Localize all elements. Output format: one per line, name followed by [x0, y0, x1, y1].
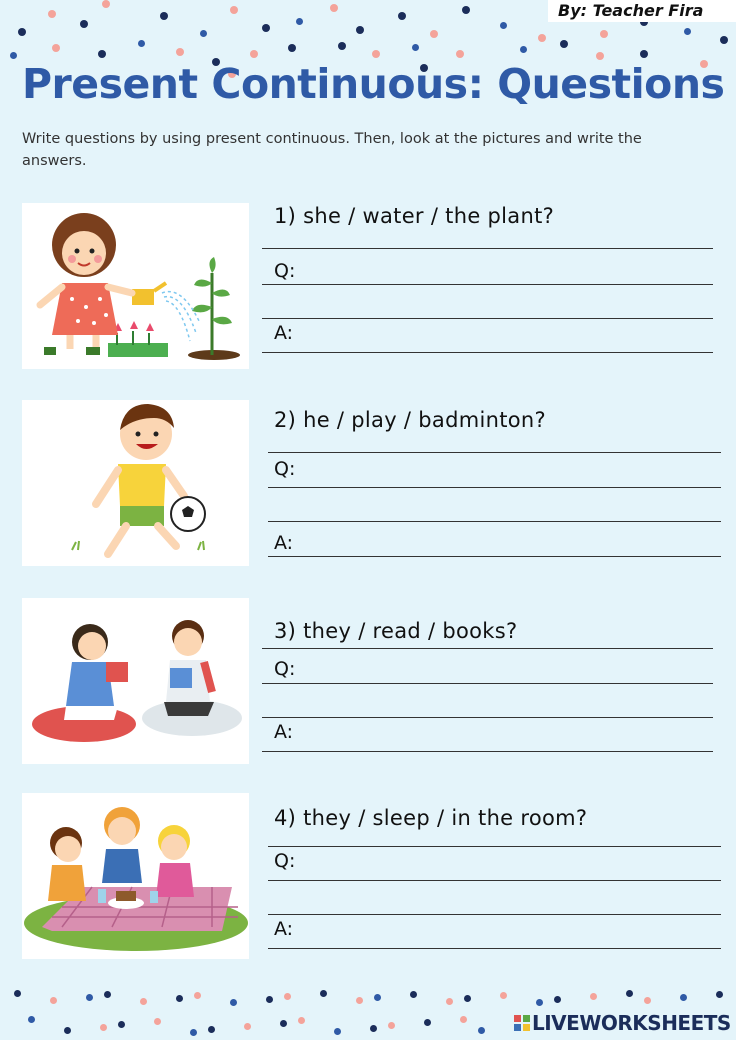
- decorative-dot: [230, 6, 238, 14]
- decorative-dot: [176, 995, 183, 1002]
- decorative-dot: [138, 40, 145, 47]
- decorative-dot: [194, 992, 201, 999]
- question-3-a-label: A:: [274, 721, 294, 743]
- question-3-prompt: 3) they / read / books?: [274, 619, 518, 643]
- decorative-dot: [160, 12, 168, 20]
- question-4-prompt: 4) they / sleep / in the room?: [274, 806, 588, 830]
- decorative-dot: [80, 20, 88, 28]
- decorative-dot: [330, 4, 338, 12]
- decorative-dot: [104, 991, 111, 998]
- decorative-dot: [680, 994, 687, 1001]
- decorative-dot: [600, 30, 608, 38]
- decorative-dot: [244, 1023, 251, 1030]
- image-children-reading: [22, 598, 249, 764]
- question-3-line-1: [262, 648, 713, 649]
- decorative-dot: [208, 1026, 215, 1033]
- decorative-dot: [460, 1016, 467, 1023]
- decorative-dot: [554, 996, 561, 1003]
- decorative-dot: [338, 42, 346, 50]
- decorative-dot: [50, 997, 57, 1004]
- question-3-q-label: Q:: [274, 658, 296, 680]
- question-4-a-label: A:: [274, 918, 294, 940]
- question-4-q-input[interactable]: [300, 850, 726, 876]
- image-children-picnic: [22, 793, 249, 959]
- decorative-dot: [374, 994, 381, 1001]
- question-3-q-input[interactable]: [300, 655, 718, 681]
- decorative-dot: [356, 26, 364, 34]
- decorative-dot: [410, 991, 417, 998]
- decorative-dot: [356, 997, 363, 1004]
- question-1-a-line: [262, 352, 713, 353]
- decorative-dot: [372, 50, 380, 58]
- instructions-text: Write questions by using present continuous. Then, look at the pictures and write the answers.: [22, 131, 642, 169]
- decorative-dot: [388, 1022, 395, 1029]
- decorative-dot: [590, 993, 597, 1000]
- decorative-dot: [250, 50, 258, 58]
- decorative-dot: [28, 1016, 35, 1023]
- decorative-dot: [412, 44, 419, 51]
- decorative-dot: [626, 990, 633, 997]
- question-1-a-label: A:: [274, 322, 294, 344]
- question-3-a-input[interactable]: [300, 721, 718, 747]
- question-2-a-line: [268, 556, 721, 557]
- question-2-line-1: [268, 452, 721, 453]
- question-3-line-3: [262, 717, 713, 718]
- decorative-dot: [296, 18, 303, 25]
- question-2-q-label: Q:: [274, 458, 296, 480]
- decorative-dot: [298, 1017, 305, 1024]
- decorative-dot: [398, 12, 406, 20]
- decorative-dot: [284, 993, 291, 1000]
- decorative-dot: [230, 999, 237, 1006]
- logo-text: LIVEWORKSHEETS: [532, 1011, 731, 1035]
- decorative-dot: [644, 997, 651, 1004]
- decorative-dot: [18, 28, 26, 36]
- question-1-q-line: [262, 284, 713, 285]
- decorative-dot: [262, 24, 270, 32]
- decorative-dot: [462, 6, 470, 14]
- decorative-dot: [14, 990, 21, 997]
- decorative-dot: [154, 1018, 161, 1025]
- question-4-line-1: [268, 846, 721, 847]
- decorative-dot: [370, 1025, 377, 1032]
- question-1-line-3: [262, 318, 713, 319]
- decorative-dot: [64, 1027, 71, 1034]
- question-4-line-3: [268, 914, 721, 915]
- decorative-dot: [596, 52, 604, 60]
- decorative-dot: [102, 0, 110, 8]
- author-credit: By: Teacher Fira: [548, 0, 736, 22]
- image-boy-kicking-ball: [22, 400, 249, 566]
- decorative-dot: [560, 40, 568, 48]
- question-3-q-line: [262, 683, 713, 684]
- decorative-dot: [456, 50, 464, 58]
- decorative-dot: [200, 30, 207, 37]
- question-1-a-input[interactable]: [300, 322, 718, 348]
- decorative-dot: [52, 44, 60, 52]
- decorative-dot: [98, 50, 106, 58]
- decorative-dot: [280, 1020, 287, 1027]
- question-2-q-input[interactable]: [300, 458, 726, 484]
- image-girl-watering-plant: [22, 203, 249, 369]
- question-4-q-line: [268, 880, 721, 881]
- decorative-dot: [118, 1021, 125, 1028]
- question-1-q-input[interactable]: [300, 258, 718, 284]
- decorative-dot: [266, 996, 273, 1003]
- liveworksheets-logo-icon: [514, 1015, 530, 1031]
- decorative-dot: [500, 992, 507, 999]
- decorative-dot: [334, 1028, 341, 1035]
- question-1-line-1: [262, 248, 713, 249]
- decorative-dot: [10, 52, 17, 59]
- question-4-a-line: [268, 948, 721, 949]
- decorative-dot: [288, 44, 296, 52]
- decorative-dot: [538, 34, 546, 42]
- decorative-dot: [536, 999, 543, 1006]
- decorative-dot: [716, 991, 723, 998]
- decorative-dot: [464, 995, 471, 1002]
- decorative-dot: [640, 50, 648, 58]
- question-4-q-label: Q:: [274, 850, 296, 872]
- question-2-line-3: [268, 521, 721, 522]
- question-3-a-line: [262, 751, 713, 752]
- question-2-q-line: [268, 487, 721, 488]
- decorative-dot: [86, 994, 93, 1001]
- question-2-a-input[interactable]: [300, 528, 726, 554]
- decorative-dot: [478, 1027, 485, 1034]
- question-1-q-label: Q:: [274, 260, 296, 282]
- decorative-dot: [446, 998, 453, 1005]
- page-title: Present Continuous: Questions: [22, 60, 725, 108]
- question-4-a-input[interactable]: [300, 918, 726, 944]
- decorative-dot: [684, 28, 691, 35]
- decorative-dot: [176, 48, 184, 56]
- decorative-dot: [140, 998, 147, 1005]
- decorative-dot: [190, 1029, 197, 1036]
- decorative-dot: [430, 30, 438, 38]
- liveworksheets-logo: [514, 1011, 731, 1037]
- decorative-dot: [500, 22, 507, 29]
- decorative-dot: [424, 1019, 431, 1026]
- question-2-prompt: 2) he / play / badminton?: [274, 408, 546, 432]
- decorative-dot: [48, 10, 56, 18]
- decorative-dot: [100, 1024, 107, 1031]
- question-2-a-label: A:: [274, 532, 294, 554]
- decorative-dot: [720, 36, 728, 44]
- question-1-prompt: 1) she / water / the plant?: [274, 204, 555, 228]
- decorative-dot: [320, 990, 327, 997]
- decorative-dot: [520, 46, 527, 53]
